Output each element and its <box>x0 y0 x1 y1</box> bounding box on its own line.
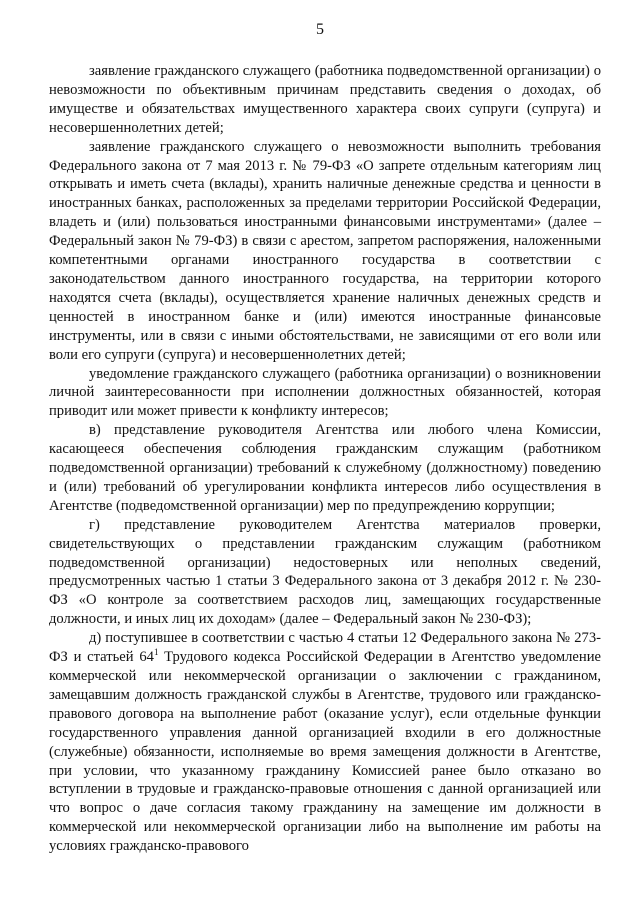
paragraph-item-d <box>49 629 601 856</box>
document-body <box>49 62 601 856</box>
paragraph-item-d-end: Трудового кодекса Российской Федерации в Агентство уведомление коммерческой или некоммерческой организации о заключении с гражданином, замещавшим должность гражданской службы в Агентстве, трудового или гражданско-правового договора на выполнение работ (оказание услуг), если отдельные функции государственного управления данной организацией входили в его должностные (служебные) обязанности, исполняемые во время замещения должности в Агентстве, при условии, что указанному гражданину Комиссией ранее было отказано во вступлении в трудовые и гражданско-правовые отношения с данной организацией или что вопрос о даче согласия такому гражданину на замещение им должности в коммерческой или некоммерческой организации либо на выполнение им работы на условиях гражданско-правового <box>49 649 601 855</box>
paragraph-item-v: в) представление руководителя Агентства или любого члена Комиссии, касающееся обеспечения соблюдения гражданским служащим (работником подведомственной организации) требований к служебному (должностному) поведению и (или) требований об урегулировании конфликта интересов либо осуществления в Агентстве (подведомственной организации) мер по предупреждению коррупции; <box>49 422 601 514</box>
paragraph-notice-interest: уведомление гражданского служащего (работника организации) о возникновении личной заинтересованности при исполнении должностных обязанностей, которая приводит или может привести к конфликту интересов; <box>49 365 601 420</box>
paragraph-item-g: г) представление руководителем Агентства материалов проверки, свидетельствующих о представлении гражданским служащим (работником подведомственной организации) недостоверных или неполных сведений, предусмотренных частью 1 статьи 3 Федерального закона от 3 декабря 2012 г. № 230-ФЗ «О контроле за соответствием расходов лиц, замещающих государственные должности, и иных лиц их доходам» (далее – Федеральный закон № 230-ФЗ); <box>49 516 601 628</box>
paragraph-statement-79fz: заявление гражданского служащего о невозможности выполнить требования Федерального закона от 7 мая 2013 г. № 79-ФЗ «О запрете отдельным категориям лиц открывать и иметь счета (вклады), хранить наличные денежные средства и ценности в иностранных банках, расположенных за пределами территории Российской Федерации, владеть и (или) пользоваться иностранными финансовыми инструментами» (далее – Федеральный закон № 79-ФЗ) в связи с арестом, запретом распоряжения, наложенными компетентными органами иностранного государства в соответствии с законодательством данного иностранного государства, на территории которого находятся счета (вклады), осуществляется хранение наличных денежных средств и ценностей в иностранном банке и (или) имеются иностранные финансовые инструменты, или в связи с иными обстоятельствами, не зависящими от его воли или воли его супруги (супруга) и несовершеннолетних детей; <box>49 138 601 363</box>
superscript-article-index: 1 <box>153 647 159 658</box>
paragraph-item-d-start: д) поступившее в соответствии с частью 4 статьи 12 Федерального закона № 273-ФЗ и статьей 64 <box>49 630 601 666</box>
page-number: 5 <box>316 21 324 38</box>
paragraph-statement-income: заявление гражданского служащего (работника подведомственной организации) о невозможности по объективным причинам представить сведения о доходах, об имуществе и обязательствах имущественного характера своих супруги (супруга) и несовершеннолетних детей; <box>49 63 601 136</box>
